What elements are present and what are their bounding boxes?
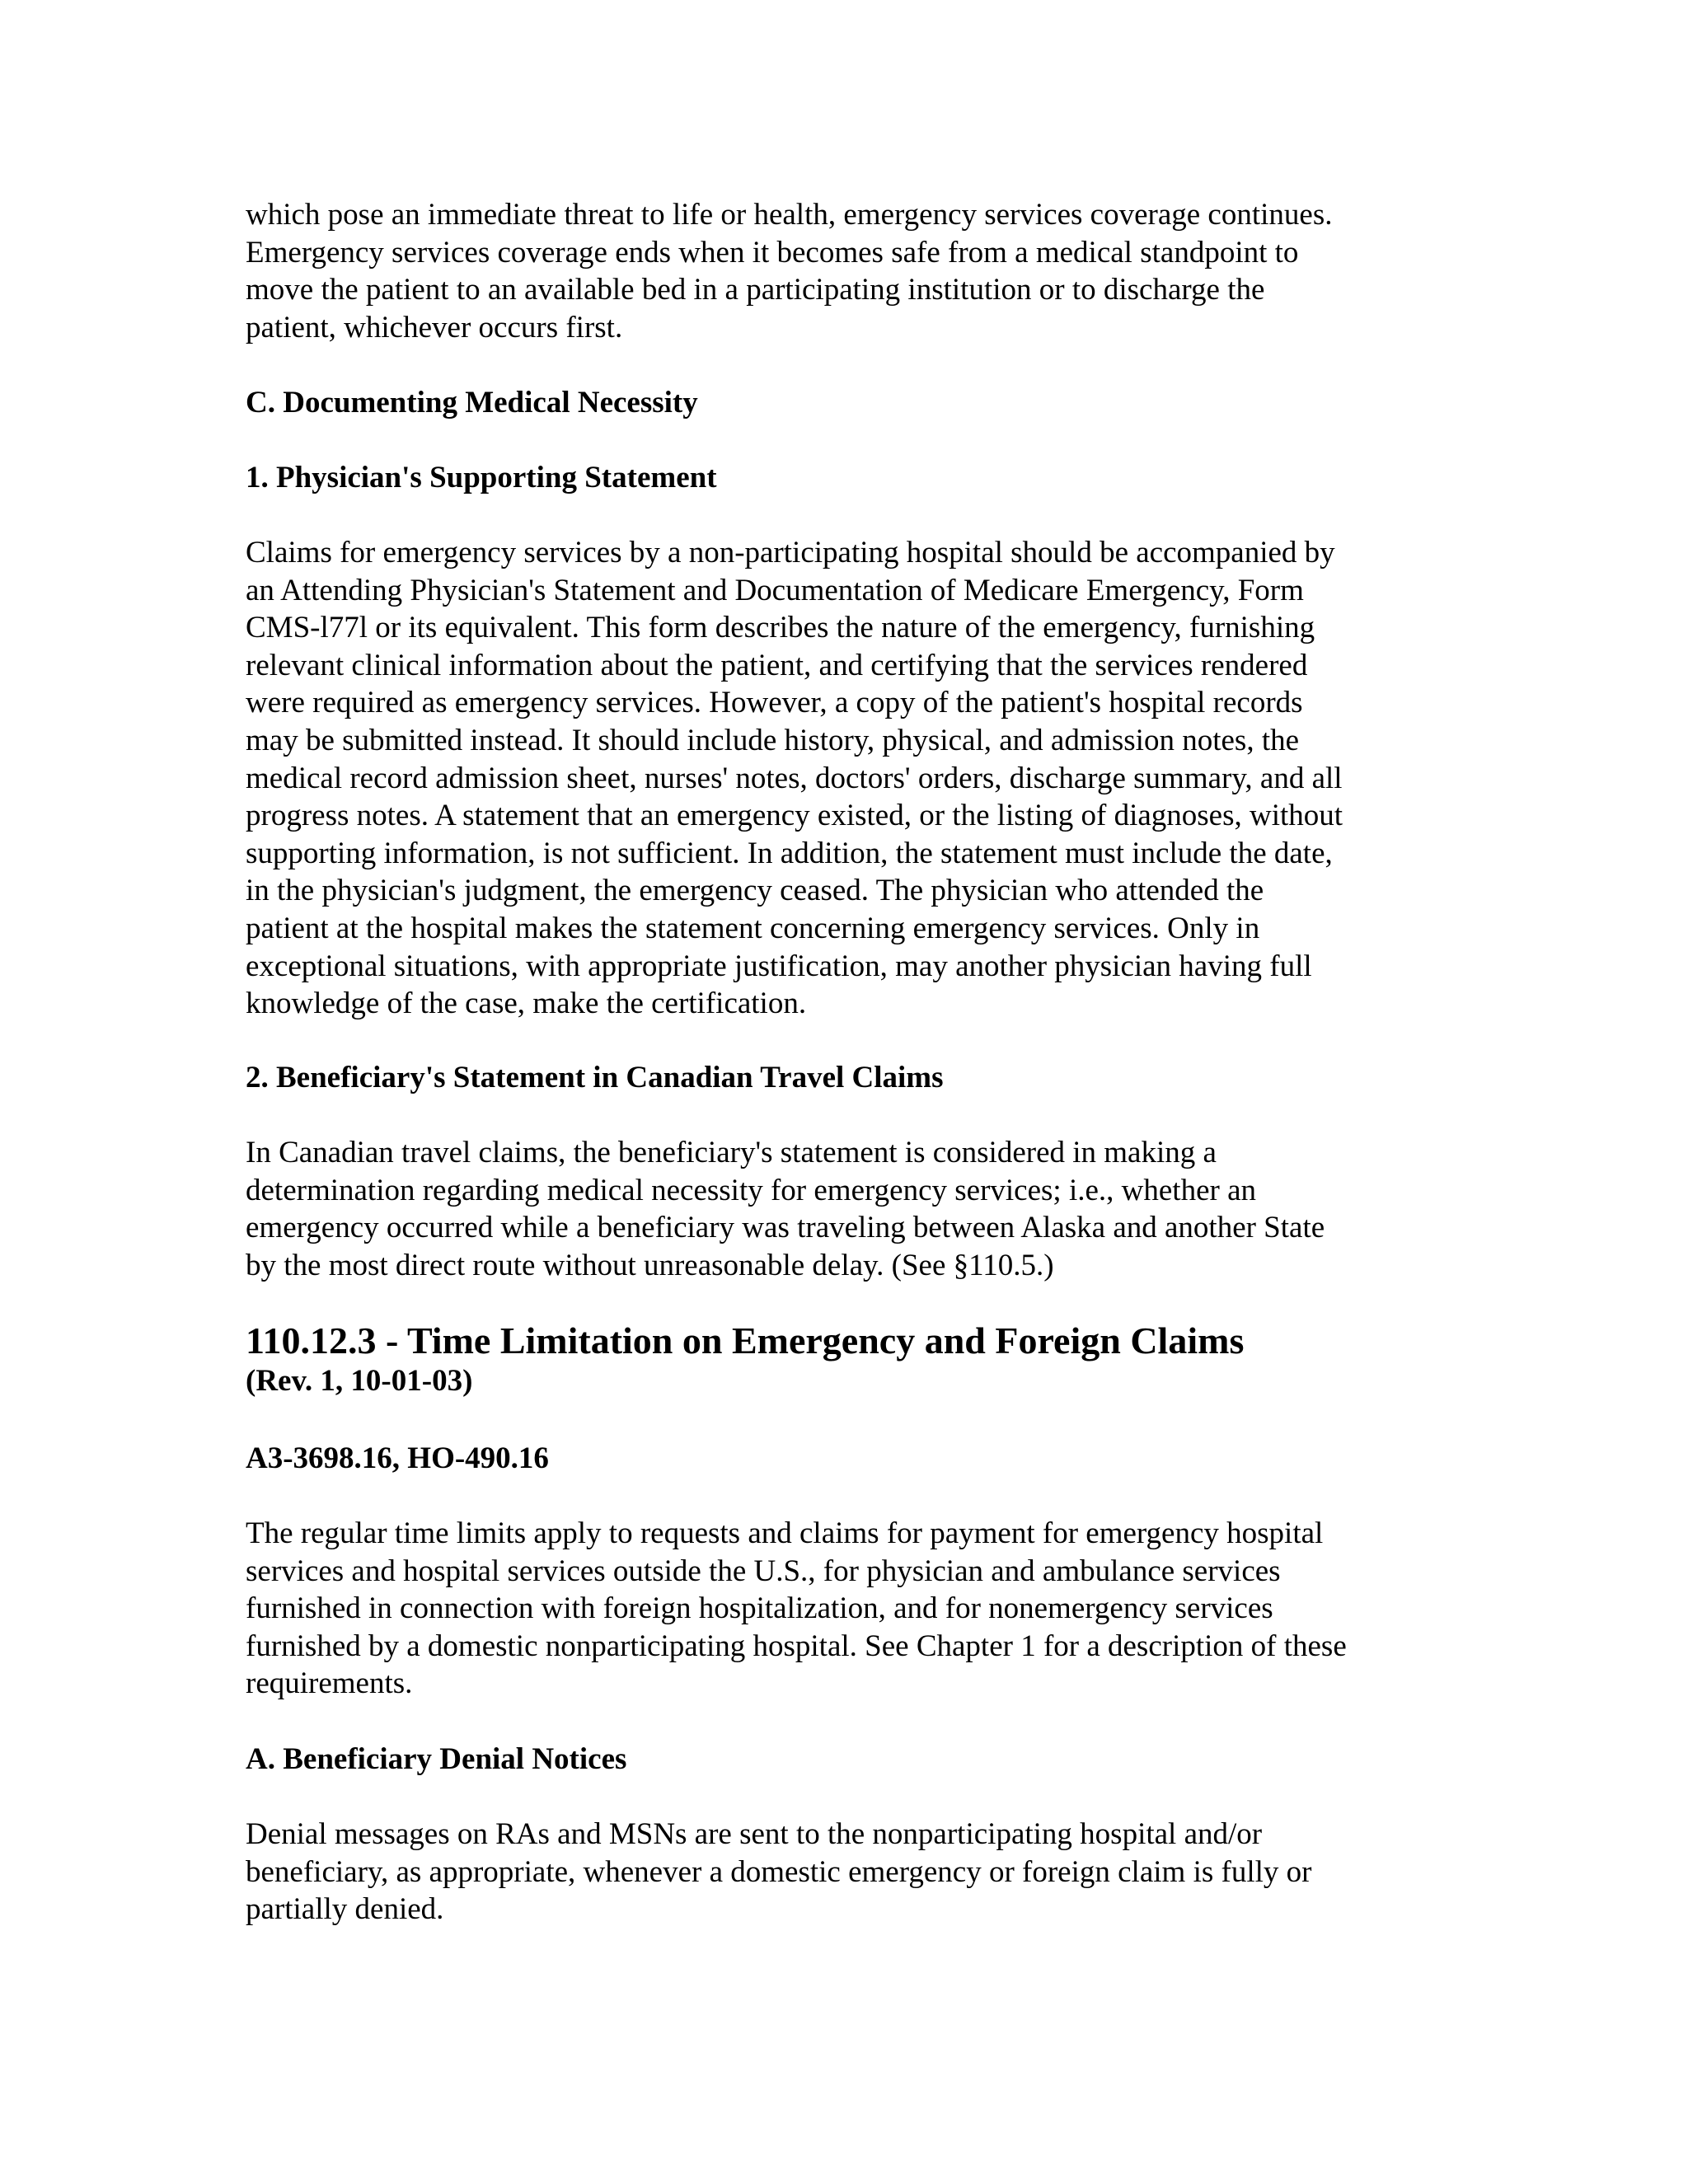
section-110-12-3-title: 110.12.3 - Time Limitation on Emergency and Foreign Claims — [246, 1319, 1245, 1361]
revision-note: (Rev. 1, 10-01-03) — [246, 1364, 473, 1398]
section-c-heading: C. Documenting Medical Necessity — [246, 386, 698, 419]
physician-statement-heading: 1. Physician's Supporting Statement — [246, 461, 717, 494]
time-limits-paragraph: The regular time limits apply to requests and claims for payment for emergency hospital services and hospital services outside the U.S., for physician and ambulance services furnished in connection with foreign hospitalization, and for nonemergency services furnished by a domestic nonparticipating hospital. See Chapter 1 for a description of these requirements. — [246, 1516, 1347, 1701]
canadian-travel-paragraph: In Canadian travel claims, the beneficiary's statement is considered in making a determination regarding medical necessity for emergency services; i.e., whether an emergency occurred while a beneficiary was traveling between Alaska and another State by the most direct route without unreasonable delay. (See §110.5.) — [246, 1136, 1325, 1282]
references-heading: A3-3698.16, HO-490.16 — [246, 1441, 549, 1475]
canadian-travel-heading: 2. Beneficiary's Statement in Canadian Travel Claims — [246, 1061, 944, 1094]
denial-notices-paragraph: Denial messages on RAs and MSNs are sent to the nonparticipating hospital and/or beneficiary, as appropriate, whenever a domestic emergency or foreign claim is fully or partially denied. — [246, 1817, 1312, 1927]
physician-statement-paragraph: Claims for emergency services by a non-participating hospital should be accompanied by an Attending Physician's Statement and Documentation of Medicare Emergency, Form CMS-l77l or its equivalent. This form describes the nature of the emergency, furnishing relevant clinical information about the patient, and certifying that the services rendered were required as emergency services. However, a copy of the patient's hospital records may be submitted instead. It should include history, physical, and admission notes, the medical record admission sheet, nurses' notes, doctors' orders, discharge summary, and all progress notes. A statement that an emergency existed, or the listing of diagnoses, without supporting information, is not sufficient. In addition, the statement must include the date, in the physician's judgment, the emergency ceased. The physician who attended the patient at the hospital makes the statement concerning emergency services. Only in exceptional situations, with appropriate justification, may another physician having full knowledge of the case, make the certification. — [246, 536, 1343, 1021]
denial-notices-heading: A. Beneficiary Denial Notices — [246, 1742, 627, 1776]
continuation-paragraph: which pose an immediate threat to life or health, emergency services coverage continues. Emergency services coverage ends when it becomes safe from a medical standpoint to move the patient to an available bed in a participating institution or to discharge the patient, whichever occurs first. — [246, 198, 1333, 344]
